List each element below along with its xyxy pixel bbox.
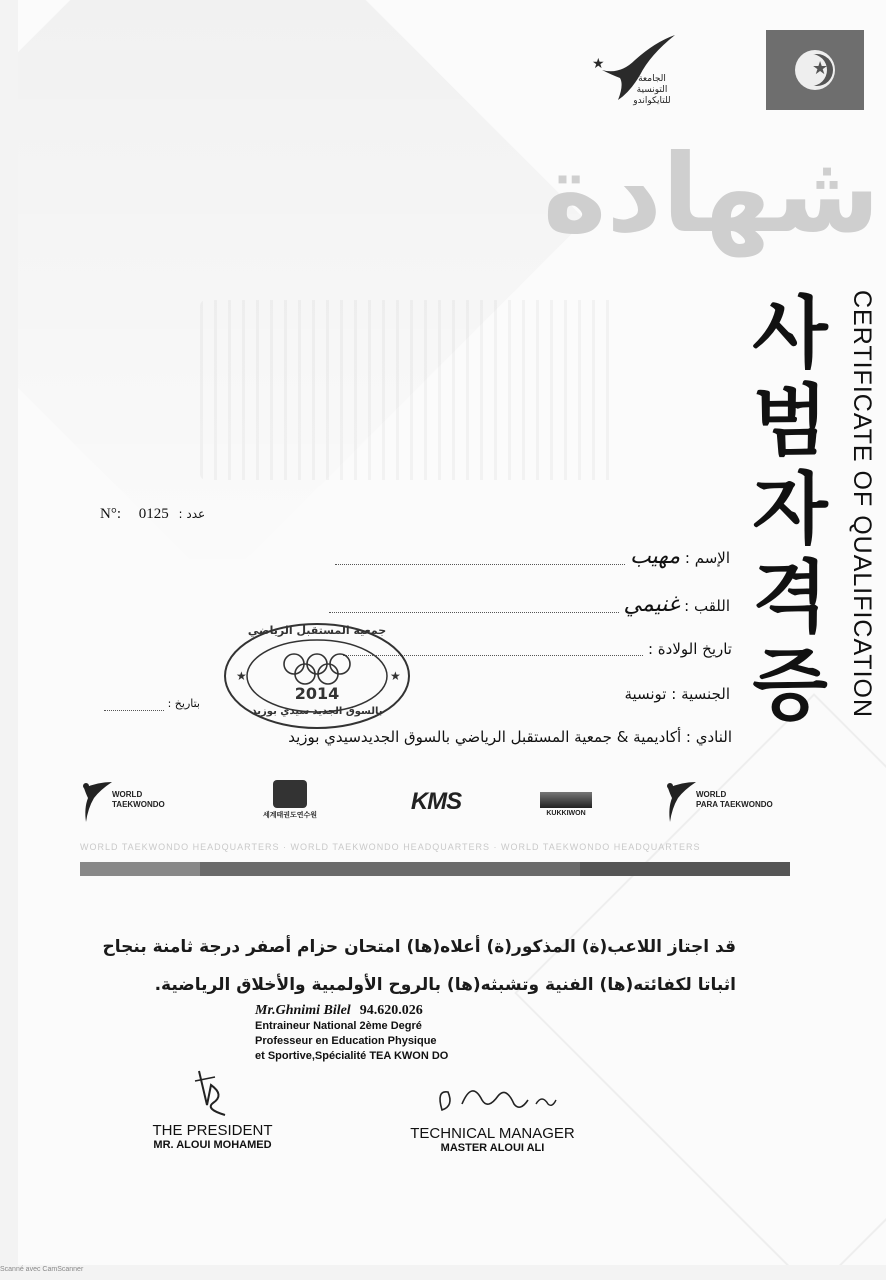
coach-info bbox=[255, 1003, 475, 1064]
svg-text:★: ★ bbox=[592, 56, 605, 72]
president-signature bbox=[185, 1065, 245, 1125]
manager-block bbox=[395, 1125, 590, 1154]
hq-logo bbox=[250, 776, 330, 832]
coach-line: et Sportive,Spécialité TEA KWON DO bbox=[255, 1050, 449, 1062]
federation-logo bbox=[580, 30, 690, 130]
korean-char: 자 bbox=[752, 465, 828, 555]
surname-label: اللقب : bbox=[684, 597, 730, 615]
title-korean bbox=[745, 290, 835, 730]
date-field bbox=[100, 697, 200, 711]
para-line-2: PARA TAEKWONDO bbox=[696, 800, 773, 809]
stamp-year: 2014 bbox=[294, 684, 340, 703]
kms-logo bbox=[396, 776, 476, 832]
kukkiwon-logo bbox=[536, 776, 596, 832]
statement-line-1: قد اجتاز اللاعب(ة) المذكور(ة) أعلاه(ها) امتحان حزام أصفر درجة ثامنة بنجاح bbox=[102, 937, 736, 957]
name-label: الإسم : bbox=[684, 549, 730, 567]
name-field bbox=[240, 544, 730, 569]
club-stamp bbox=[222, 622, 412, 730]
wt-line-2: TAEKWONDO bbox=[112, 800, 165, 809]
hq-text: 세계태권도연수원 bbox=[262, 812, 318, 819]
scan-footer: Scanné avec CamScanner bbox=[0, 1266, 84, 1273]
partner-logos bbox=[78, 776, 798, 834]
para-kicker-icon bbox=[662, 778, 698, 824]
federation-name: الجامعة التونسية للتايكواندو bbox=[633, 74, 671, 106]
coach-line: Entraineur National 2ème Degré bbox=[255, 1020, 422, 1032]
kms-text: KMS bbox=[410, 788, 462, 815]
stamp-top-text: جمعية المستقبل الرياضي bbox=[247, 624, 387, 637]
korean-char: 증 bbox=[752, 641, 828, 731]
kukkiwon-roof-icon bbox=[540, 792, 592, 808]
headquarters-band-text: WORLD TAEKWONDO HEADQUARTERS · WORLD TAEKWONDO HEADQUARTERS · WORLD TAEKWONDO HEADQUARTERS bbox=[80, 842, 701, 852]
coach-line: Professeur en Education Physique bbox=[255, 1035, 437, 1047]
title-arabic: شهادة bbox=[542, 132, 880, 257]
para-line-1: WORLD bbox=[696, 790, 727, 799]
world-para-taekwondo-logo bbox=[662, 776, 798, 832]
korean-char: 범 bbox=[752, 377, 828, 467]
korean-char: 사 bbox=[752, 289, 828, 379]
surname-value: غنيمي bbox=[623, 592, 680, 617]
korean-char: 격 bbox=[752, 553, 828, 643]
nationality-label: الجنسية : bbox=[671, 685, 730, 703]
wt-line-1: WORLD bbox=[112, 790, 143, 799]
svg-text:★: ★ bbox=[390, 669, 401, 683]
world-taekwondo-logo bbox=[78, 776, 188, 832]
title-english-text: CERTIFICATE OF QUALIFICATION bbox=[848, 290, 876, 719]
number-label: N°: bbox=[100, 506, 121, 522]
kicker-icon bbox=[78, 778, 114, 824]
background-watermark bbox=[200, 300, 620, 480]
club-field bbox=[200, 728, 732, 746]
kukkiwon-text: KUKKIWON bbox=[546, 810, 586, 817]
club-value: أكاديمية & جمعية المستقبل الرياضي بالسوق الجديدسيدي بوزيد bbox=[288, 728, 682, 746]
statement-line-2: اثباتا لكفائته(ها) الفنية وتشبثه(ها) بالروح الأولمبية والأخلاق الرياضية. bbox=[154, 975, 736, 995]
date-label: بتاريخ : bbox=[167, 697, 200, 710]
hq-emblem-icon bbox=[273, 780, 307, 808]
number-label-ar: : عدد bbox=[178, 507, 206, 521]
manager-role: TECHNICAL MANAGER bbox=[410, 1125, 575, 1142]
president-role: THE PRESIDENT bbox=[152, 1122, 273, 1139]
certificate-statement bbox=[60, 928, 736, 1004]
decorative-band bbox=[80, 862, 790, 876]
nationality-value: تونسية bbox=[624, 685, 667, 703]
president-name: MR. ALOUI MOHAMED bbox=[153, 1139, 272, 1151]
tunisia-flag: ★ bbox=[766, 30, 864, 110]
svg-text:★: ★ bbox=[236, 669, 247, 683]
club-label: النادي : bbox=[685, 728, 732, 746]
surname-field bbox=[240, 592, 730, 617]
manager-signature bbox=[432, 1070, 562, 1120]
coach-name: Mr.Ghnimi Bilel bbox=[255, 1003, 351, 1018]
manager-name: MASTER ALOUI ALI bbox=[440, 1142, 545, 1154]
birth-label: تاريخ الولادة : bbox=[647, 640, 732, 658]
title-english bbox=[846, 290, 876, 770]
coach-phone: 94.620.026 bbox=[359, 1003, 423, 1018]
stamp-bottom-text: بالسوق الجديد سيدي بوزيد bbox=[251, 706, 383, 717]
nationality-field bbox=[480, 685, 730, 703]
certificate-number bbox=[100, 506, 205, 523]
president-block bbox=[130, 1122, 295, 1151]
number-value: 0125 bbox=[138, 506, 169, 522]
name-value: مهيب bbox=[629, 544, 681, 569]
